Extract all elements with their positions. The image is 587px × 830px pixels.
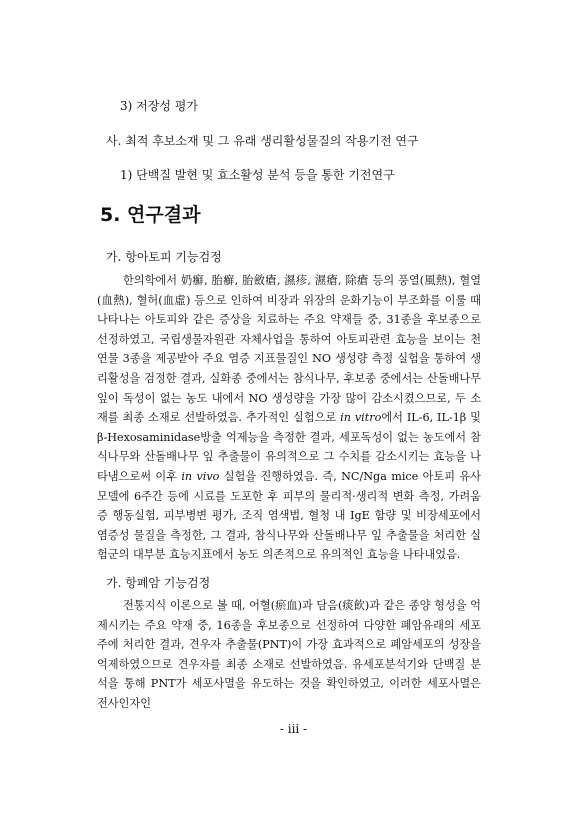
paragraph-atopy-text-1: 한의학에서 奶癬, 胎癬, 胎斂瘡, 濕疹, 濕瘡, 除瘡 등의 풍열(風熱), 혈열(血熱), 혈허(血虛) 등으로 인하여 비장과 위장의 운화기능이 부조화를 이룰 때 나타나는 아토피와 같은 증상을 치료하는 주요 약재들 중, 31종을 후보종으로 선정하였고, 국립생물자원관 자체사업을 통하여 아토피관련 효능을 보이는 천연물 3종을 제공받아 주요 염증 지표물질인 NO 생성량 측정 실험을 통하여 생리활성을 검정한 결과, 실화종 중에서는 참식나무, 후보종 중에서는 산돌배나무 잎이 독성이 없는 농도 내에서 NO 생성량을 가장 많이 감소시켰으므로, 두 소재를 최종 소재로 선발하였음. 추가적인 실험으로 [97,274,481,425]
list-item-protein-analysis: 1) 단백질 발현 및 효소활성 분석 등을 통한 기전연구 [120,168,395,182]
paragraph-atopy-text-3: 실험을 진행하였음. 즉, NC/Nga mice 아토피 유사모델에 6주간 등에 시료를 도포한 후 피부의 물리적·생리적 변화 측정, 가려움증 행동실험, 피부병변 평가, 조직 염색법, 혈청 내 IgE 함량 및 비장세포에서 염증성 물질을 측정한, 그 결과, 참식나무와 산돌배나무 잎 추출물을 처리한 실험군의 대부분 효능지표에서 농도 의존적으로 유의적인 효능을 나타내었음. [97,469,481,562]
section-title: 5. 연구결과 [100,204,201,226]
list-item-mechanism-study: 사. 최적 후보소재 및 그 유래 생리활성물질의 작용기전 연구 [106,134,419,148]
subsection-heading-atopy: 가. 항아토피 기능검정 [106,250,222,264]
paragraph-lung-cancer: 전통지식 이론으로 볼 때, 어혈(瘀血)과 담음(痰飮)과 같은 종양 형성을 억제시키는 주요 약재 중, 16종을 후보종으로 선정하여 다양한 폐암유래의 세포주에 처리한 결과, 견우자 추출물(PNT)이 가장 효과적으로 폐암세포의 성장을 억제하였으므로 견우자를 최종 소재로 선발하였음. 유세포분석기와 단백질 분석을 통해 PNT가 세포사멸을 유도하는 것을 확인하였고, 이러한 세포사멸은 전사인자인 [97,599,481,710]
subsection-heading-lung-cancer: 가. 항폐암 기능검정 [106,576,211,590]
list-item-storage-evaluation: 3) 저장성 평가 [120,99,198,113]
in-vitro-term: in vitro [340,411,382,425]
paragraph-atopy [97,271,481,565]
page-number: - iii - [279,722,308,736]
paragraph-atopy-text-2: 에서 IL-6, IL-1β 및 β-Hexosaminidase방출 억제능을 측정한 결과, 세포독성이 없는 농도에서 참식나무와 산돌배나무 잎 추출물이 유의적으로 그 수치를 감소시키는 효능을 나타냄으로써 이후 [97,411,481,483]
in-vivo-term: in vivo [181,469,220,483]
